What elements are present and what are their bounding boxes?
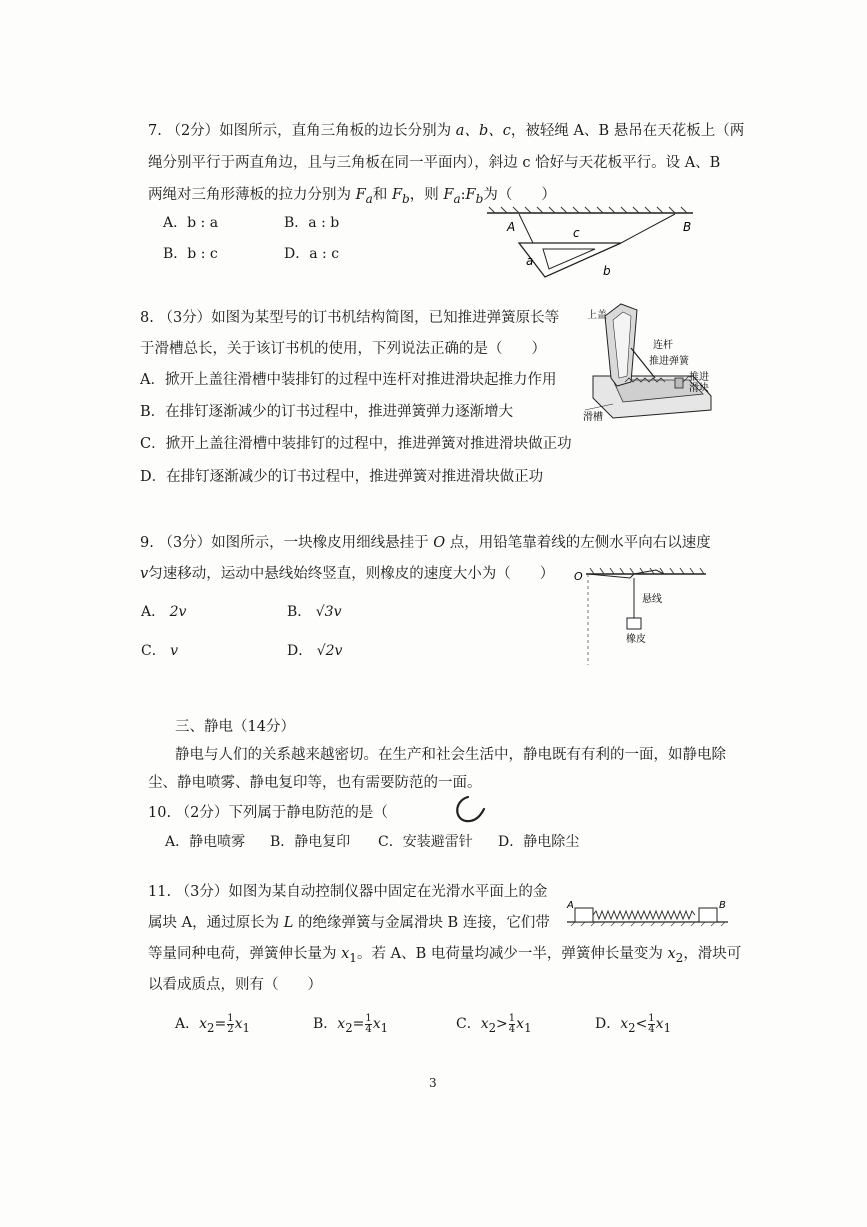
q7-option-a[interactable]: A．b : a (163, 215, 219, 231)
q10-stem: 10. （2分）下列属于静电防范的是（ (148, 805, 388, 821)
block-b (699, 908, 717, 922)
label-block-a: A (567, 900, 574, 911)
question-number: 8. (140, 310, 154, 326)
question-number: 11. (148, 884, 172, 900)
q9-option-b[interactable]: B． √3v (287, 604, 342, 620)
stapler-figure (583, 298, 713, 433)
question-score: （2分） (166, 123, 220, 139)
label-c-side: c (573, 226, 580, 240)
q7-option-b[interactable]: B．a : b (284, 215, 340, 231)
question-number: 10. (148, 805, 172, 821)
fraction: $\frac{1}{4}$ (365, 1012, 372, 1035)
q8-option-b[interactable]: B．在排钉逐渐减少的订书过程中，推进弹簧弹力逐渐增大 (140, 404, 514, 420)
q9-option-a[interactable]: A． 2v (141, 604, 187, 620)
q10-option-c[interactable]: C．安装避雷针 (378, 834, 473, 850)
q7-triangle-figure (485, 205, 695, 285)
question-score: （3分） (158, 535, 212, 551)
q10-option-d[interactable]: D．静电除尘 (498, 834, 580, 850)
label-o: O (574, 570, 583, 583)
question-score: （2分） (175, 805, 229, 821)
label-line: 悬线 (642, 594, 662, 605)
fraction: $\frac{1}{4}$ (508, 1012, 516, 1035)
q10-option-b[interactable]: B．静电复印 (270, 834, 351, 850)
label-block-b: B (719, 900, 726, 911)
q9-option-c[interactable]: C． v (141, 643, 179, 659)
q11-line-2: 属块 A，通过原长为 L 的绝缘弹簧与金属滑块 B 连接，它们带 (148, 915, 550, 931)
q7-line-3: 两绳对三角形薄板的拉力分别为 $F_a$和 $F_b$，则 $F_a:F_b$为（ ） (148, 187, 556, 206)
q7-option-c[interactable]: B．b : c (163, 246, 218, 262)
label-slider-1: 推进 (689, 372, 709, 383)
question-number: 9. (140, 535, 154, 551)
q11-line-4: 以看成质点，则有（ ） (148, 977, 322, 993)
label-a-side: a (526, 254, 534, 268)
label-spring: 推进弹簧 (649, 356, 689, 367)
label-b-side: b (603, 264, 611, 278)
eraser-figure (570, 560, 710, 668)
label-slider-2: 滑块 (689, 383, 709, 394)
label-eraser: 橡皮 (626, 634, 646, 645)
label-rod: 连杆 (653, 340, 673, 351)
q8-line-2: 于滑槽总长，关于该订书机的使用，下列说法正确的是（ ） (140, 341, 546, 357)
q9-line-1: 9. （3分）如图所示，一块橡皮用细线悬挂于 O 点，用铅笔靠着线的左侧水平向右以速度 (140, 535, 711, 551)
fraction: $\frac{1}{4}$ (648, 1012, 655, 1035)
q11-option-b[interactable]: B．$x_2=$ $\frac{1}{4}$ $x_1$ (313, 1012, 389, 1035)
q8-option-c[interactable]: C．掀开上盖往滑槽中装排钉的过程中，推进弹簧对推进滑块做正功 (140, 436, 572, 452)
q11-option-c[interactable]: C．$x_2>$ $\frac{1}{4}$ $x_1$ (456, 1012, 532, 1035)
q7-option-d[interactable]: D．a : c (284, 246, 340, 262)
spring-figure (565, 896, 730, 928)
section-title: 三、静电（14分） (175, 719, 295, 735)
q11-option-d[interactable]: D．$x_2<$ $\frac{1}{4}$ $x_1$ (595, 1012, 671, 1035)
q8-line-1: 8. （3分）如图为某型号的订书机结构简图，已知推进弹簧原长等 (140, 310, 560, 326)
q7-line-1: 7. （2分）如图所示，直角三角板的边长分别为 a、b、c，被轻绳 A、B 悬吊在天花板上（两 (148, 123, 745, 139)
page-number: 3 (429, 1076, 437, 1090)
section-intro-2: 尘、静电喷雾、静电复印等，也有需要防范的一面。 (148, 775, 482, 791)
q11-option-a[interactable]: A．$x_2=$ $\frac{1}{2}$ $x_1$ (175, 1012, 250, 1035)
label-lid: 上盖 (587, 310, 607, 321)
q10-option-a[interactable]: A．静电喷雾 (165, 834, 246, 850)
q9-line-2: v匀速移动，运动中悬线始终竖直，则橡皮的速度大小为（ ） (140, 566, 555, 582)
label-b-point: B (683, 220, 692, 234)
question-score: （3分） (175, 884, 229, 900)
label-a-point: A (507, 220, 516, 234)
rope-a (519, 214, 533, 243)
q11-line-1: 11. （3分）如图为某自动控制仪器中固定在光滑水平面上的金 (148, 884, 548, 900)
question-number: 7. (148, 123, 162, 139)
block-a (575, 908, 593, 922)
spring (593, 911, 695, 919)
fraction: $\frac{1}{2}$ (227, 1012, 234, 1035)
handwritten-mark (450, 793, 490, 827)
rope-b (621, 214, 675, 243)
q11-line-3: 等量同种电荷，弹簧伸长量为 $x_1$。若 A、B 电荷量均减少一半，弹簧伸长量变为 $x_2$，滑块可 (148, 946, 742, 965)
section-intro-1: 静电与人们的关系越来越密切。在生产和社会生活中，静电既有有利的一面，如静电除 (175, 747, 726, 763)
q7-line-2: 绳分别平行于两直角边，且与三角板在同一平面内），斜边 c 恰好与天花板平行。设 A、B (148, 155, 721, 171)
q8-option-d[interactable]: D．在排钉逐渐减少的订书过程中，推进弹簧对推进滑块做正功 (140, 469, 544, 485)
label-groove: 滑槽 (583, 412, 603, 423)
q9-option-d[interactable]: D． √2v (287, 643, 343, 659)
eraser (627, 618, 641, 629)
question-score: （3分） (158, 310, 212, 326)
q8-option-a[interactable]: A．掀开上盖往滑槽中装排钉的过程中连杆对推进滑块起推力作用 (140, 372, 557, 388)
